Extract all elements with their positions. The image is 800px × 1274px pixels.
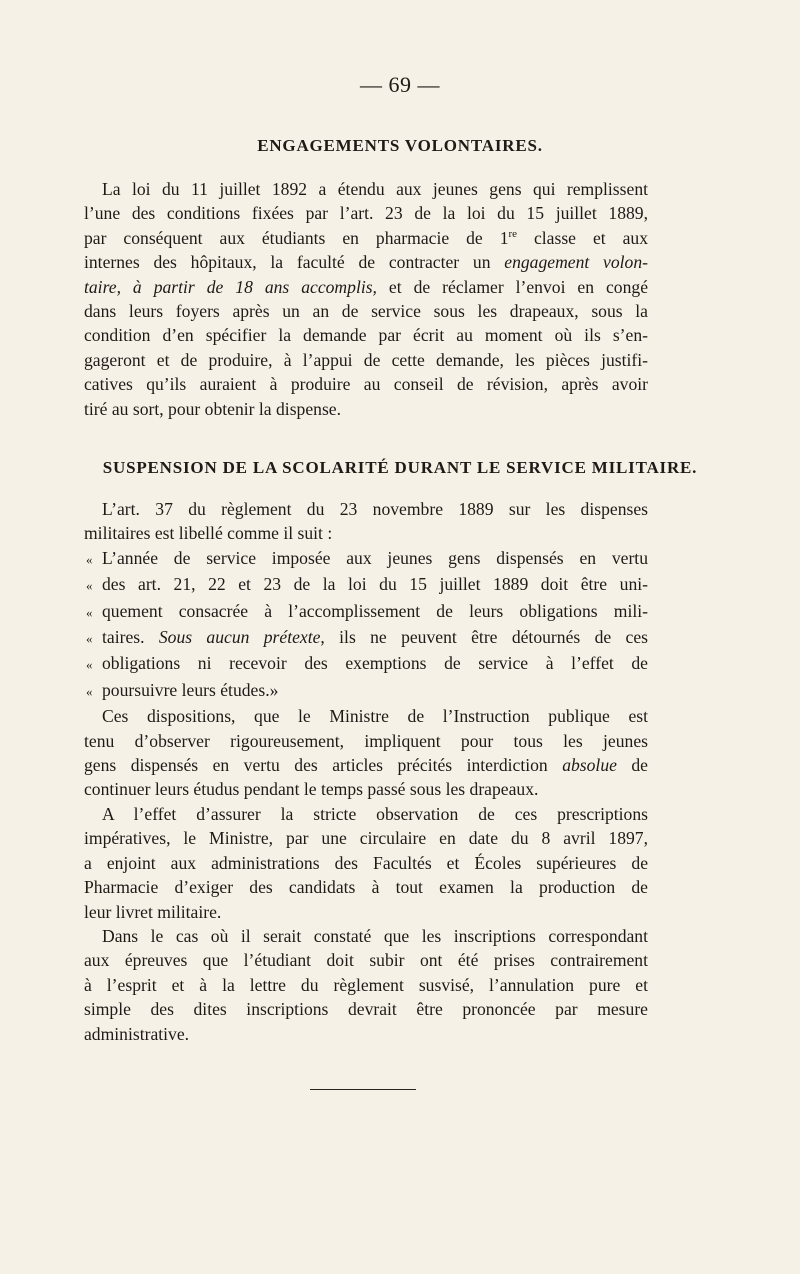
text-line: à l’esprit et à la lettre du règlement susvisé, l’annulation pure et (84, 974, 648, 995)
text-line: taire, à partir de 18 ans accomplis, et de réclamer l’envoi en congé (84, 276, 648, 297)
superscript: re (508, 227, 518, 240)
text-line: L’art. 37 du règlement du 23 novembre 1889 sur les dispenses (102, 499, 648, 519)
italic-text: engagement volon- (504, 252, 648, 273)
text-line: tiré au sort, pour obtenir la dispense. (84, 398, 341, 419)
text-line: administrative. (84, 1023, 190, 1044)
quote-mark: « (86, 551, 93, 567)
text-line: aux épreuves que l’étudiant doit subir ont été prises contrairement (84, 950, 648, 971)
page-number: — 69 — (360, 72, 440, 97)
italic-text: Sous aucun prétexte (158, 627, 321, 648)
text-line: l’une des conditions fixées par l’art. 23 de la loi du 15 juillet 1889, (84, 203, 648, 224)
quote-mark: « (86, 578, 93, 594)
text-line: condition d’en spécifier la demande par écrit au moment où ils s’en- (84, 325, 648, 346)
text-line: par conséquent aux étudiants en pharmacie de 1re classe et aux (84, 227, 648, 248)
quoted-line: « L’année de service imposée aux jeunes gens dispensés en vertu (84, 546, 648, 572)
text-line: continuer leurs étudus pendant le temps passé sous les drapeaux. (84, 779, 539, 800)
closing-rule (310, 1089, 416, 1090)
text-line: impératives, le Ministre, par une circulaire en date du 8 avril 1897, (84, 828, 648, 849)
quoted-line: « des art. 21, 22 et 23 de la loi du 15 juillet 1889 doit être uni- (84, 572, 648, 598)
text-line: internes des hôpitaux, la faculté de contracter un engagement volon- (84, 252, 648, 273)
quoted-line: « quement consacrée à l’accomplissement de leurs obligations mili- (84, 599, 648, 625)
paragraph-engagements (84, 177, 648, 421)
text-line: militaires est libellé comme il suit : (84, 523, 333, 544)
text-line: tenu d’observer rigoureusement, impliquent pour tous les jeunes (84, 730, 648, 751)
section-heading-suspension: SUSPENSION DE LA SCOLARITÉ DURANT LE SERVICE MILITAIRE. (102, 458, 698, 477)
quoted-line: « poursuivre leurs études.» (84, 678, 648, 704)
text-line: gens dispensés en vertu des articles précités interdiction absolue de (84, 755, 648, 776)
section-heading-engagements: ENGAGEMENTS VOLONTAIRES. (257, 136, 543, 155)
quote-mark: « (86, 657, 93, 673)
text-line: La loi du 11 juillet 1892 a étendu aux jeunes gens qui remplissent (102, 179, 648, 199)
text-line: dans leurs foyers après un an de service sous les drapeaux, sous la (84, 301, 648, 322)
text-line: simple des dites inscriptions devrait être prononcée par mesure (84, 999, 648, 1020)
quote-mark: « (86, 631, 93, 647)
text-line: Pharmacie d’exiger des candidats à tout examen la production de (84, 877, 648, 898)
quote-mark: « (86, 604, 93, 620)
text-line: Ces dispositions, que le Ministre de l’Instruction publique est (102, 706, 648, 727)
text-line: A l’effet d’assurer la stricte observation de ces prescriptions (102, 803, 648, 824)
text-line: a enjoint aux administrations des Facultés et Écoles supérieures de (84, 852, 648, 873)
quoted-line: « taires. Sous aucun prétexte, ils ne peuvent être détournés de ces (84, 625, 648, 651)
text-line: catives qu’ils auraient à produire au conseil de révision, après avoir (84, 374, 648, 395)
text-line: Dans le cas où il serait constaté que les inscriptions correspondant (102, 925, 648, 946)
text-line: leur livret militaire. (84, 901, 222, 922)
paragraph-suspension (84, 497, 648, 1046)
italic-text: absolue (562, 755, 617, 776)
quoted-line: « obligations ni recevoir des exemptions de service à l’effet de (84, 651, 648, 677)
quote-mark: « (86, 683, 93, 699)
italic-text: taire, à partir de 18 ans accomplis, (84, 276, 377, 297)
text-line: gageront et de produire, à l’appui de cette demande, les pièces justifi- (84, 349, 648, 370)
